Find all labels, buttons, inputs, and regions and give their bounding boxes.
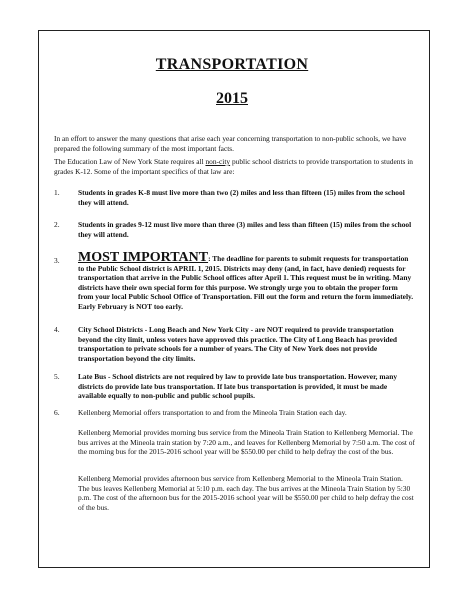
list-item (54, 188, 414, 208)
non-city-emphasis: non-city (205, 157, 231, 166)
law-paragraph: The Education Law of New York State requires all non-city public school districts to provide transportation to students in grades K-12. Some of the important specifics of that law are: (54, 157, 414, 176)
intro-paragraph: In an effort to answer the many questions that arise each year concerning transportation to non-public schools, we have prepared the following summary of the most important facts. (54, 134, 407, 153)
document-year: 2015 (216, 90, 248, 107)
item-number: 1. (54, 188, 60, 197)
document-title: TRANSPORTATION (155, 56, 309, 73)
afternoon-bus-paragraph: Kellenberg Memorial provides afternoon bus service from Kellenberg Memorial to the Mineola Train Station. The bus leaves Kellenberg Memorial at 5:10 p.m. each day. The bus arrives at the Mineola Train Station by 5:30 p.m. The cost of the afternoon bus for the 2015-2016 school year will be $550.00 per child to help defray the cost of the bus. (78, 474, 414, 512)
list-item (54, 408, 414, 420)
most-important-heading: MOST IMPORTANT (78, 250, 209, 265)
list-item (54, 372, 414, 402)
item-text: City School Districts - Long Beach and New York City - are NOT required to provide transportation beyond the city limit, unless voters have approved this practice. The City of Long Beach has provided transportation to private schools for a number of years. The City of New York does not provide transportation beyond the city limits. (78, 325, 398, 363)
morning-bus-paragraph: Kellenberg Memorial provides morning bus service from the Mineola Train Station to Kellenberg Memorial. The bus arrives at the Mineola train station by 7:20 a.m., and leaves for Kellenberg Memorial by 7:50 a.m. The cost of the morning bus for the 2015-2016 school year will be $550.00 per child to help defray the cost of the bus. (78, 428, 415, 457)
item-text: MOST IMPORTANT: The deadline for parents to submit requests for transportation to the Public School district is APRIL 1, 2015. Districts may deny (and, in fact, have denied) requests for transportation that arrive in the Public School offices after April 1. This request must be in writing. Many districts have their own special form for this purpose. We strongly urge you to obtain the proper form from your local Public School Office of Transportation. Fill out the form and return the form immediately. Early February is NOT too early. (78, 250, 414, 311)
item-text: Kellenberg Memorial offers transportation to and from the Mineola Train Station each day. (78, 408, 347, 417)
list-item (54, 250, 414, 315)
list-item (54, 220, 414, 240)
item-number: 6. (54, 408, 60, 417)
list-item (54, 325, 414, 365)
item-text: Students in grades K-8 must live more than two (2) miles and less than fifteen (15) miles from the school they will attend. (78, 188, 405, 207)
item-number: 3. (54, 256, 60, 265)
item-text: Students in grades 9-12 must live more than three (3) miles and less than fifteen (15) miles from the school they will attend. (78, 220, 412, 239)
item-number: 5. (54, 372, 60, 381)
item-text: Late Bus - School districts are not required by law to provide late bus transportation. However, many districts do provide late bus transportation. If late bus transportation is provided, it must be made available equally to non-public and public school pupils. (78, 372, 398, 401)
item-number: 4. (54, 325, 60, 334)
item-number: 2. (54, 220, 60, 229)
